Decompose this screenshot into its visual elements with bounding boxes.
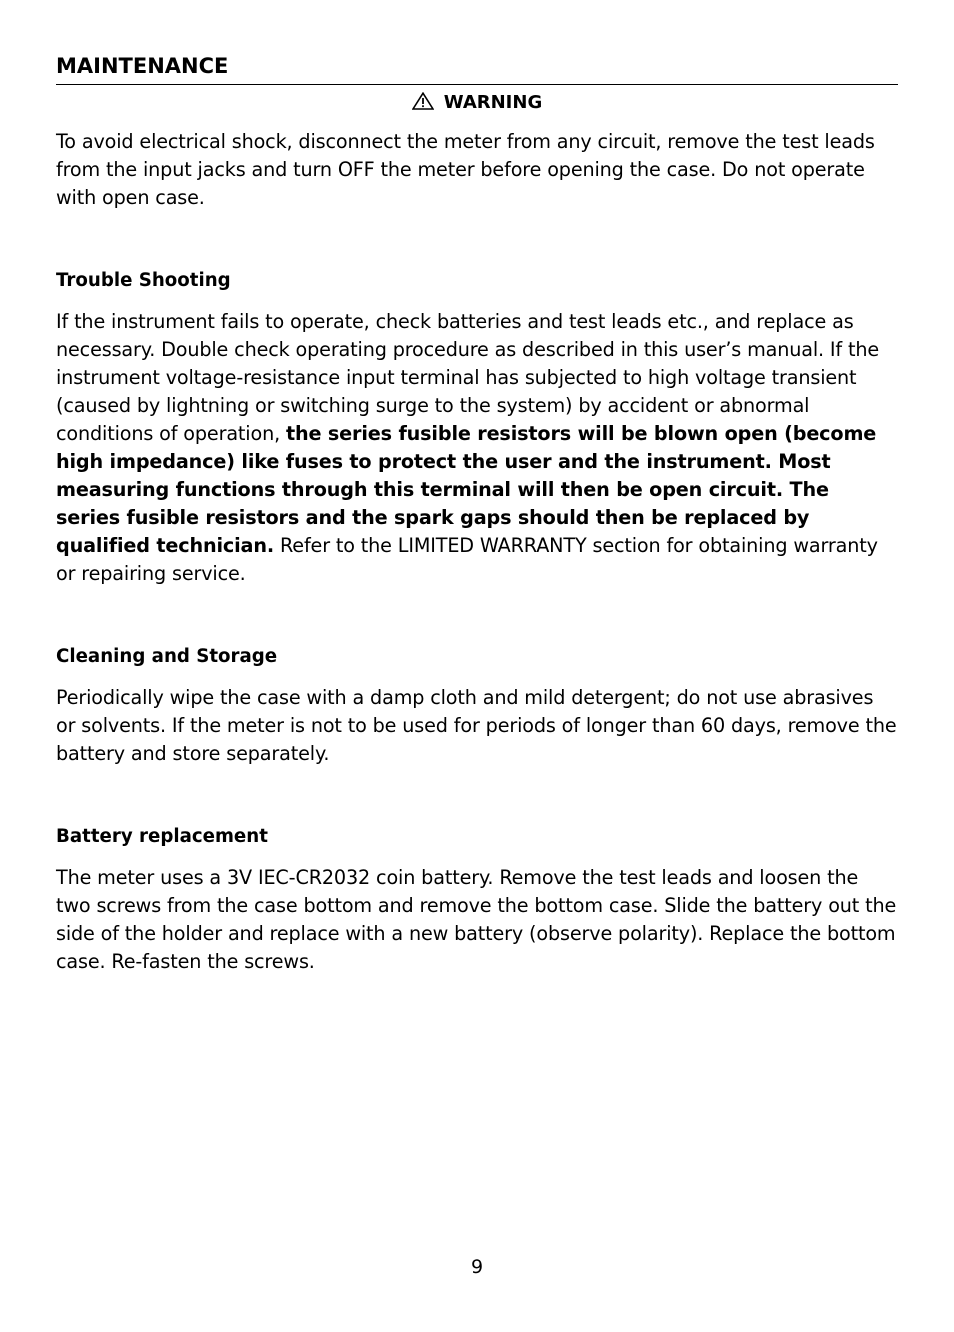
warning-heading — [56, 90, 898, 116]
trouble-shooting-text-part-1: If the instrument fails to operate, check batteries and test leads etc., and replace as necessary. Double check operating procedure as described in this user’s manual. If the instrument voltage-resistance input terminal has subjected to high voltage transient (caused by lightning or switching surge to the system) by accident or abnormal conditions of operation, — [56, 310, 880, 445]
warning-triangle-icon — [412, 92, 434, 110]
section-title-battery-replacement: Battery replacement — [56, 826, 268, 847]
trouble-shooting-text-part-2: Refer to the LIMITED WARRANTY section for obtaining warranty or repairing service. — [56, 534, 878, 585]
trouble-shooting-bold-text: the series fusible resistors will be blown open (become high impedance) like fuses to protect the user and the instrument. Most measuring functions through this terminal will then be open circuit. The series fusible resistors and the spark gaps should then be replaced by qualified technician. — [56, 422, 877, 557]
page-title: MAINTENANCE — [56, 54, 229, 78]
page-number: 9 — [470, 1256, 484, 1278]
warning-text: To avoid electrical shock, disconnect the meter from any circuit, remove the test leads from the input jacks and turn OFF the meter before opening the case. Do not operate with open case. — [56, 130, 875, 209]
section-title-trouble-shooting: Trouble Shooting — [56, 270, 231, 291]
trouble-shooting-text — [56, 308, 898, 588]
header-divider — [56, 84, 898, 85]
section-title-cleaning-storage: Cleaning and Storage — [56, 646, 278, 667]
warning-label: WARNING — [443, 92, 543, 113]
cleaning-storage-text: Periodically wipe the case with a damp cloth and mild detergent; do not use abrasives or solvents. If the meter is not to be used for periods of longer than 60 days, remove the battery and store separately. — [56, 686, 897, 765]
document-page — [56, 50, 898, 976]
battery-replacement-text: The meter uses a 3V IEC-CR2032 coin battery. Remove the test leads and loosen the two screws from the case bottom and remove the bottom case. Slide the battery out the side of the holder and replace with a new battery (observe polarity). Replace the bottom case. Re-fasten the screws. — [56, 866, 897, 973]
